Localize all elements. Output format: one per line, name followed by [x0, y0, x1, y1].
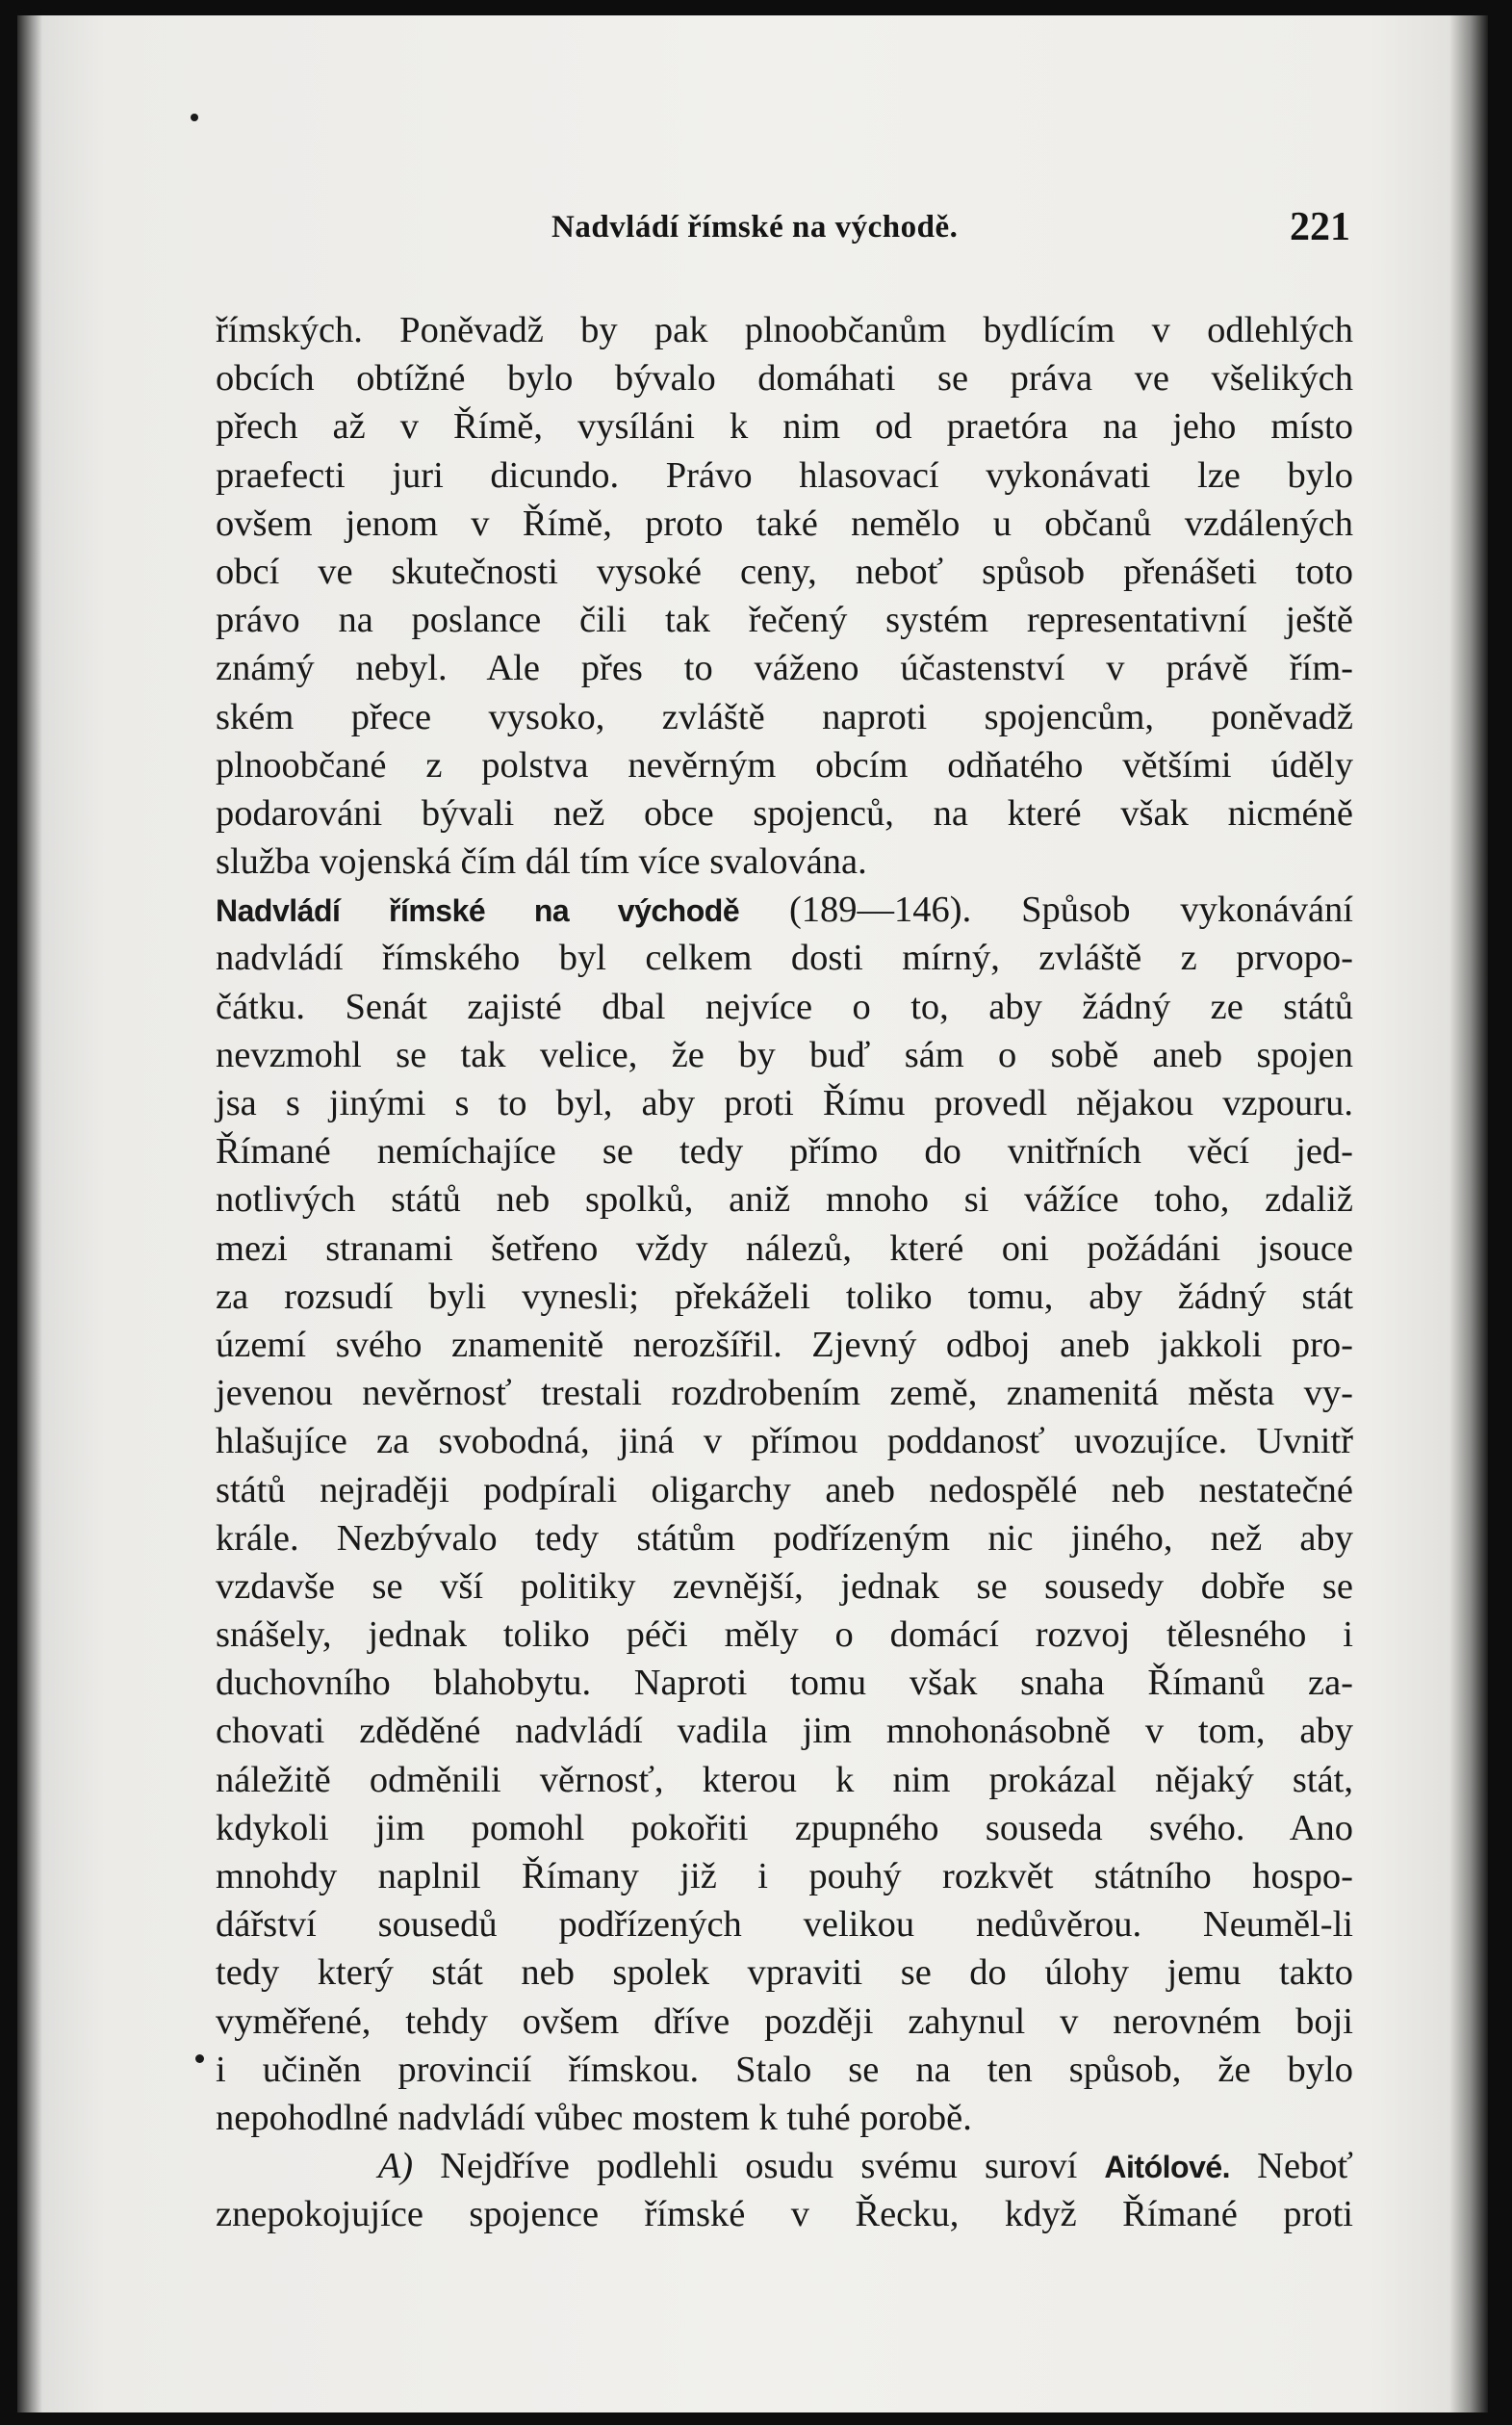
section-heading: Nadvládí římské na východě [216, 893, 740, 929]
text-line: Římané nemíchajíce se tedy přímo do vnitřních věcí jed- [216, 1131, 1353, 1173]
text-line: vzdavše se vší politiky zevnější, jednak se sousedy dobře se [216, 1565, 1353, 1607]
text-line: duchovního blahobytu. Naproti tomu však snaha Římanů za- [216, 1663, 1353, 1704]
scan-speck [191, 114, 198, 121]
text-line: ském přece vysoko, zvláště naproti spojencům, poněvadž [216, 696, 1353, 737]
text-line: podarováni bývali než obce spojenců, na které však nicméně [216, 792, 1353, 834]
running-title: Nadvládí římské na východě. [551, 210, 959, 245]
text-line: mezi stranami šetřeno vždy nálezů, které oni požádáni jsouce [216, 1227, 1353, 1269]
text-line: nevzmohl se tak velice, že by buď sám o sobě aneb spojen [216, 1034, 1353, 1075]
text-line: snášely, jednak toliko péči měly o domácí rozvoj tělesného i [216, 1614, 1353, 1656]
text-line: praefecti juri dicundo. Právo hlasovací vykonávati lze bylo [216, 454, 1353, 496]
text-line: obcích obtížné bylo bývalo domáhati se práva ve všelikých [216, 358, 1353, 400]
item-people: Aitólové. [1104, 2150, 1231, 2185]
text-line: hlašujíce za svobodná, jiná v přímou poddanosť uvozujíce. Uvnitř [216, 1421, 1353, 1462]
text-line: za rozsudí byli vynesli; překáželi toliko tomu, aby žádný stát [216, 1276, 1353, 1317]
text-line: jsa s jinými s to byl, aby proti Římu provedl nějakou vzpouru. [216, 1083, 1353, 1123]
text-line: krále. Nezbývalo tedy státům podřízeným nic jiného, než aby [216, 1517, 1353, 1559]
text-line: znepokojujíce spojence římské v Řecku, když Římané proti [216, 2194, 1353, 2235]
text-line: přech až v Římě, vysíláni k nim od praetóra na jeho místo [216, 406, 1353, 448]
text-line: tedy který stát neb spolek vpraviti se do úlohy jemu takto [216, 1952, 1353, 1994]
book-page [17, 15, 1488, 2412]
text-line: států nejraději podpírali oligarchy aneb nedospělé neb nestatečné [216, 1469, 1353, 1510]
text-line: kdykoli jim pomohl pokořiti zpupného souseda svého. Ano [216, 1807, 1353, 1848]
text-line: plnoobčané z polstva nevěrným obcím odňatého většími úděly [216, 744, 1353, 786]
text-line: ovšem jenom v Římě, proto také nemělo u občanů vzdálených [216, 503, 1353, 544]
body-text [216, 306, 1353, 2239]
text-line: území svého znamenitě nerozšířil. Zjevný odboj aneb jakkoli pro- [216, 1324, 1353, 1365]
section-heading-line [216, 886, 1353, 934]
section-heading-continuation: (189—146). Spůsob vykonávání [739, 890, 1353, 931]
scan-speck [195, 2054, 204, 2063]
text-line: mnohdy naplnil Římany již i pouhý rozkvět státního hospo- [216, 1856, 1353, 1896]
scan-shadow-left [17, 15, 42, 2412]
page-number: 221 [1290, 205, 1350, 249]
text-line: dářství sousedů podřízených velikou nedůvěrou. Neuměl-li [216, 1904, 1353, 1946]
page-header [210, 204, 1350, 262]
item-a-line [216, 2142, 1353, 2190]
text-line: vyměřené, tehdy ovšem dříve později zahynul v nerovném boji [216, 2000, 1353, 2042]
text-line: čátku. Senát zajisté dbal nejvíce o to, aby žádný ze států [216, 986, 1353, 1027]
item-text-pre: Nejdříve podlehli osudu svému suroví [413, 2146, 1105, 2187]
text-line: služba vojenská čím dál tím více svalována. [216, 841, 867, 883]
text-line: římských. Poněvadž by pak plnoobčanům bydlícím v odlehlých [216, 310, 1353, 350]
scan-shadow-right [1449, 15, 1488, 2412]
text-line: chovati zděděné nadvládí vadila jim mnohonásobně v tom, aby [216, 1711, 1353, 1752]
text-line: i učiněn provincií římskou. Stalo se na ten spůsob, že bylo [216, 2049, 1353, 2090]
item-label: A) [377, 2146, 414, 2187]
text-line: známý nebyl. Ale přes to váženo účastenství v právě řím- [216, 648, 1353, 689]
text-line: nadvládí římského byl celkem dosti mírný, zvláště z prvopo- [216, 938, 1353, 979]
item-text-post: Neboť [1230, 2146, 1354, 2187]
text-line: právo na poslance čili tak řečený systém representativní ještě [216, 600, 1353, 641]
text-line: nepohodlné nadvládí vůbec mostem k tuhé porobě. [216, 2097, 972, 2138]
text-line: obcí ve skutečnosti vysoké ceny, neboť spůsob přenášeti toto [216, 551, 1353, 592]
text-line: náležitě odměnili věrnosť, kterou k nim prokázal nějaký stát, [216, 1759, 1353, 1800]
text-line: notlivých států neb spolků, aniž mnoho si vážíce toho, zdaliž [216, 1179, 1353, 1221]
text-line: jevenou nevěrnosť trestali rozdrobením země, znamenitá města vy- [216, 1373, 1353, 1414]
